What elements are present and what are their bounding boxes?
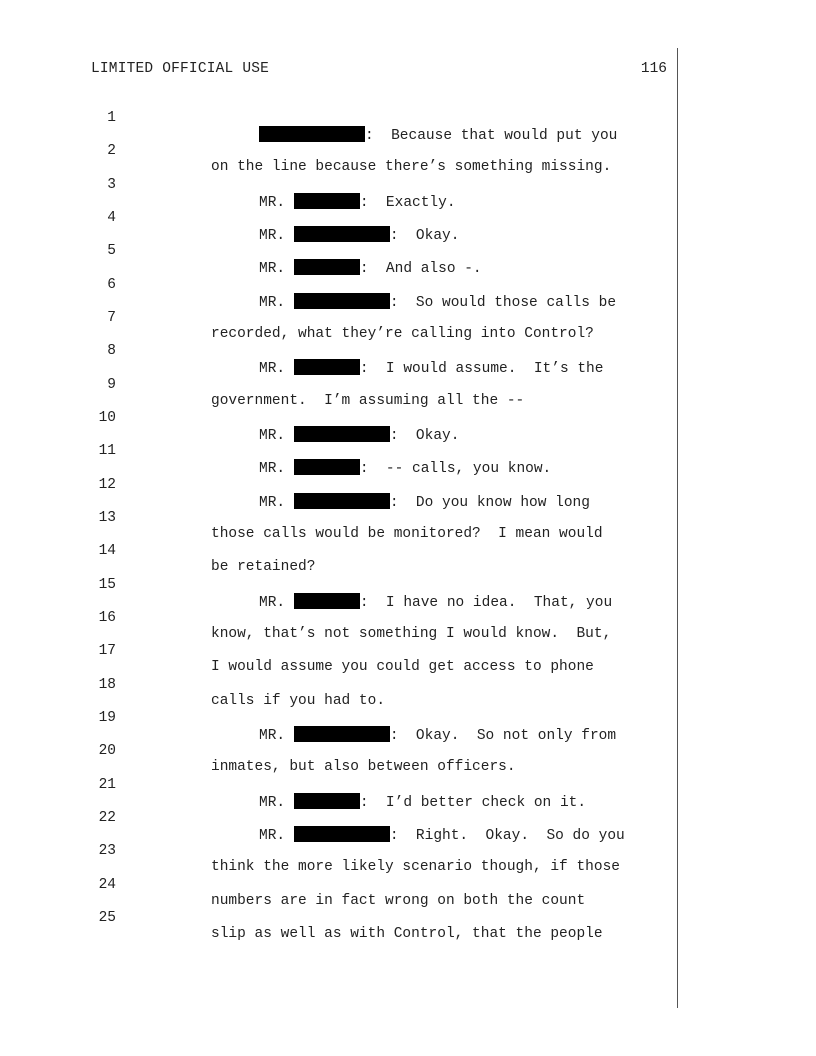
transcript-line [0, 727, 816, 775]
transcript-line [0, 527, 816, 575]
line-text: MR. : And also -. [259, 261, 482, 277]
line-text: MR. : Okay. So not only from [259, 728, 617, 744]
line-number: 24 [98, 877, 116, 893]
line-text: government. I’m assuming all the -- [211, 393, 525, 409]
transcript-line [0, 227, 816, 277]
transcript-line [0, 394, 816, 444]
transcript-line [0, 594, 816, 642]
line-text: MR. : Okay. [259, 428, 460, 444]
line-text: inmates, but also between officers. [211, 759, 516, 775]
line-number: 5 [107, 243, 116, 259]
transcript-line [0, 761, 816, 811]
transcript-line [0, 827, 816, 875]
line-number: 10 [98, 410, 116, 426]
line-text: MR. : Exactly. [259, 195, 456, 211]
line-text: MR. : I’d better check on it. [259, 795, 587, 811]
transcript-line [0, 794, 816, 844]
line-number: 3 [107, 177, 116, 193]
transcript-line [0, 327, 816, 377]
line-text: MR. : I have no idea. That, you [259, 595, 613, 611]
line-text: be retained? [211, 559, 316, 575]
line-number: 1 [107, 110, 116, 126]
transcript-line [0, 561, 816, 611]
transcript-line [0, 461, 816, 511]
line-number: 12 [98, 477, 116, 493]
line-number: 2 [107, 143, 116, 159]
line-number: 22 [98, 810, 116, 826]
line-number: 4 [107, 210, 116, 226]
line-text: slip as well as with Control, that the people [211, 926, 603, 942]
line-number: 11 [98, 443, 116, 459]
transcript-line [0, 694, 816, 744]
line-text: MR. : So would those calls be [259, 295, 617, 311]
line-number: 20 [98, 743, 116, 759]
transcript-line [0, 294, 816, 342]
line-text: know, that’s not something I would know. But, [211, 626, 612, 642]
line-text: MR. : -- calls, you know. [259, 461, 552, 477]
transcript-line [0, 361, 816, 409]
line-text: MR. : I would assume. It’s the [259, 361, 604, 377]
line-text: MR. : Okay. [259, 228, 460, 244]
transcript-line [0, 861, 816, 909]
line-text: MR. : Do you know how long [259, 495, 590, 511]
line-number: 6 [107, 277, 116, 293]
line-number: 8 [107, 343, 116, 359]
transcript-line [0, 261, 816, 311]
line-text: : Because that would put you [259, 126, 617, 144]
line-number: 9 [107, 377, 116, 393]
header-page-number: 116 [640, 61, 667, 77]
line-text: I would assume you could get access to phone [211, 659, 594, 675]
line-number: 13 [98, 510, 116, 526]
line-number: 16 [98, 610, 116, 626]
line-text: on the line because there’s something missing. [211, 159, 612, 175]
line-text: recorded, what they’re calling into Control? [211, 326, 594, 342]
transcript-line [0, 161, 816, 211]
transcript-line [0, 94, 816, 144]
line-number: 17 [98, 643, 116, 659]
line-number: 19 [98, 710, 116, 726]
line-number: 21 [98, 777, 116, 793]
line-text: think the more likely scenario though, if those [211, 859, 620, 875]
line-number: 14 [98, 543, 116, 559]
transcript-line [0, 661, 816, 709]
transcript-line [0, 194, 816, 244]
line-number: 23 [98, 843, 116, 859]
transcript-line [0, 127, 816, 175]
transcript-line [0, 427, 816, 477]
transcript-line [0, 894, 816, 942]
line-text: numbers are in fact wrong on both the count [211, 893, 586, 909]
line-text: calls if you had to. [211, 693, 386, 709]
line-number: 7 [107, 310, 116, 326]
line-text: those calls would be monitored? I mean would [211, 526, 603, 542]
line-number: 18 [98, 677, 116, 693]
header-classification: LIMITED OFFICIAL USE [91, 61, 270, 77]
line-number: 25 [98, 910, 116, 926]
line-text: MR. : Right. Okay. So do you [259, 828, 625, 844]
transcript-line [0, 627, 816, 675]
transcript-line [0, 494, 816, 542]
line-number: 15 [98, 577, 116, 593]
